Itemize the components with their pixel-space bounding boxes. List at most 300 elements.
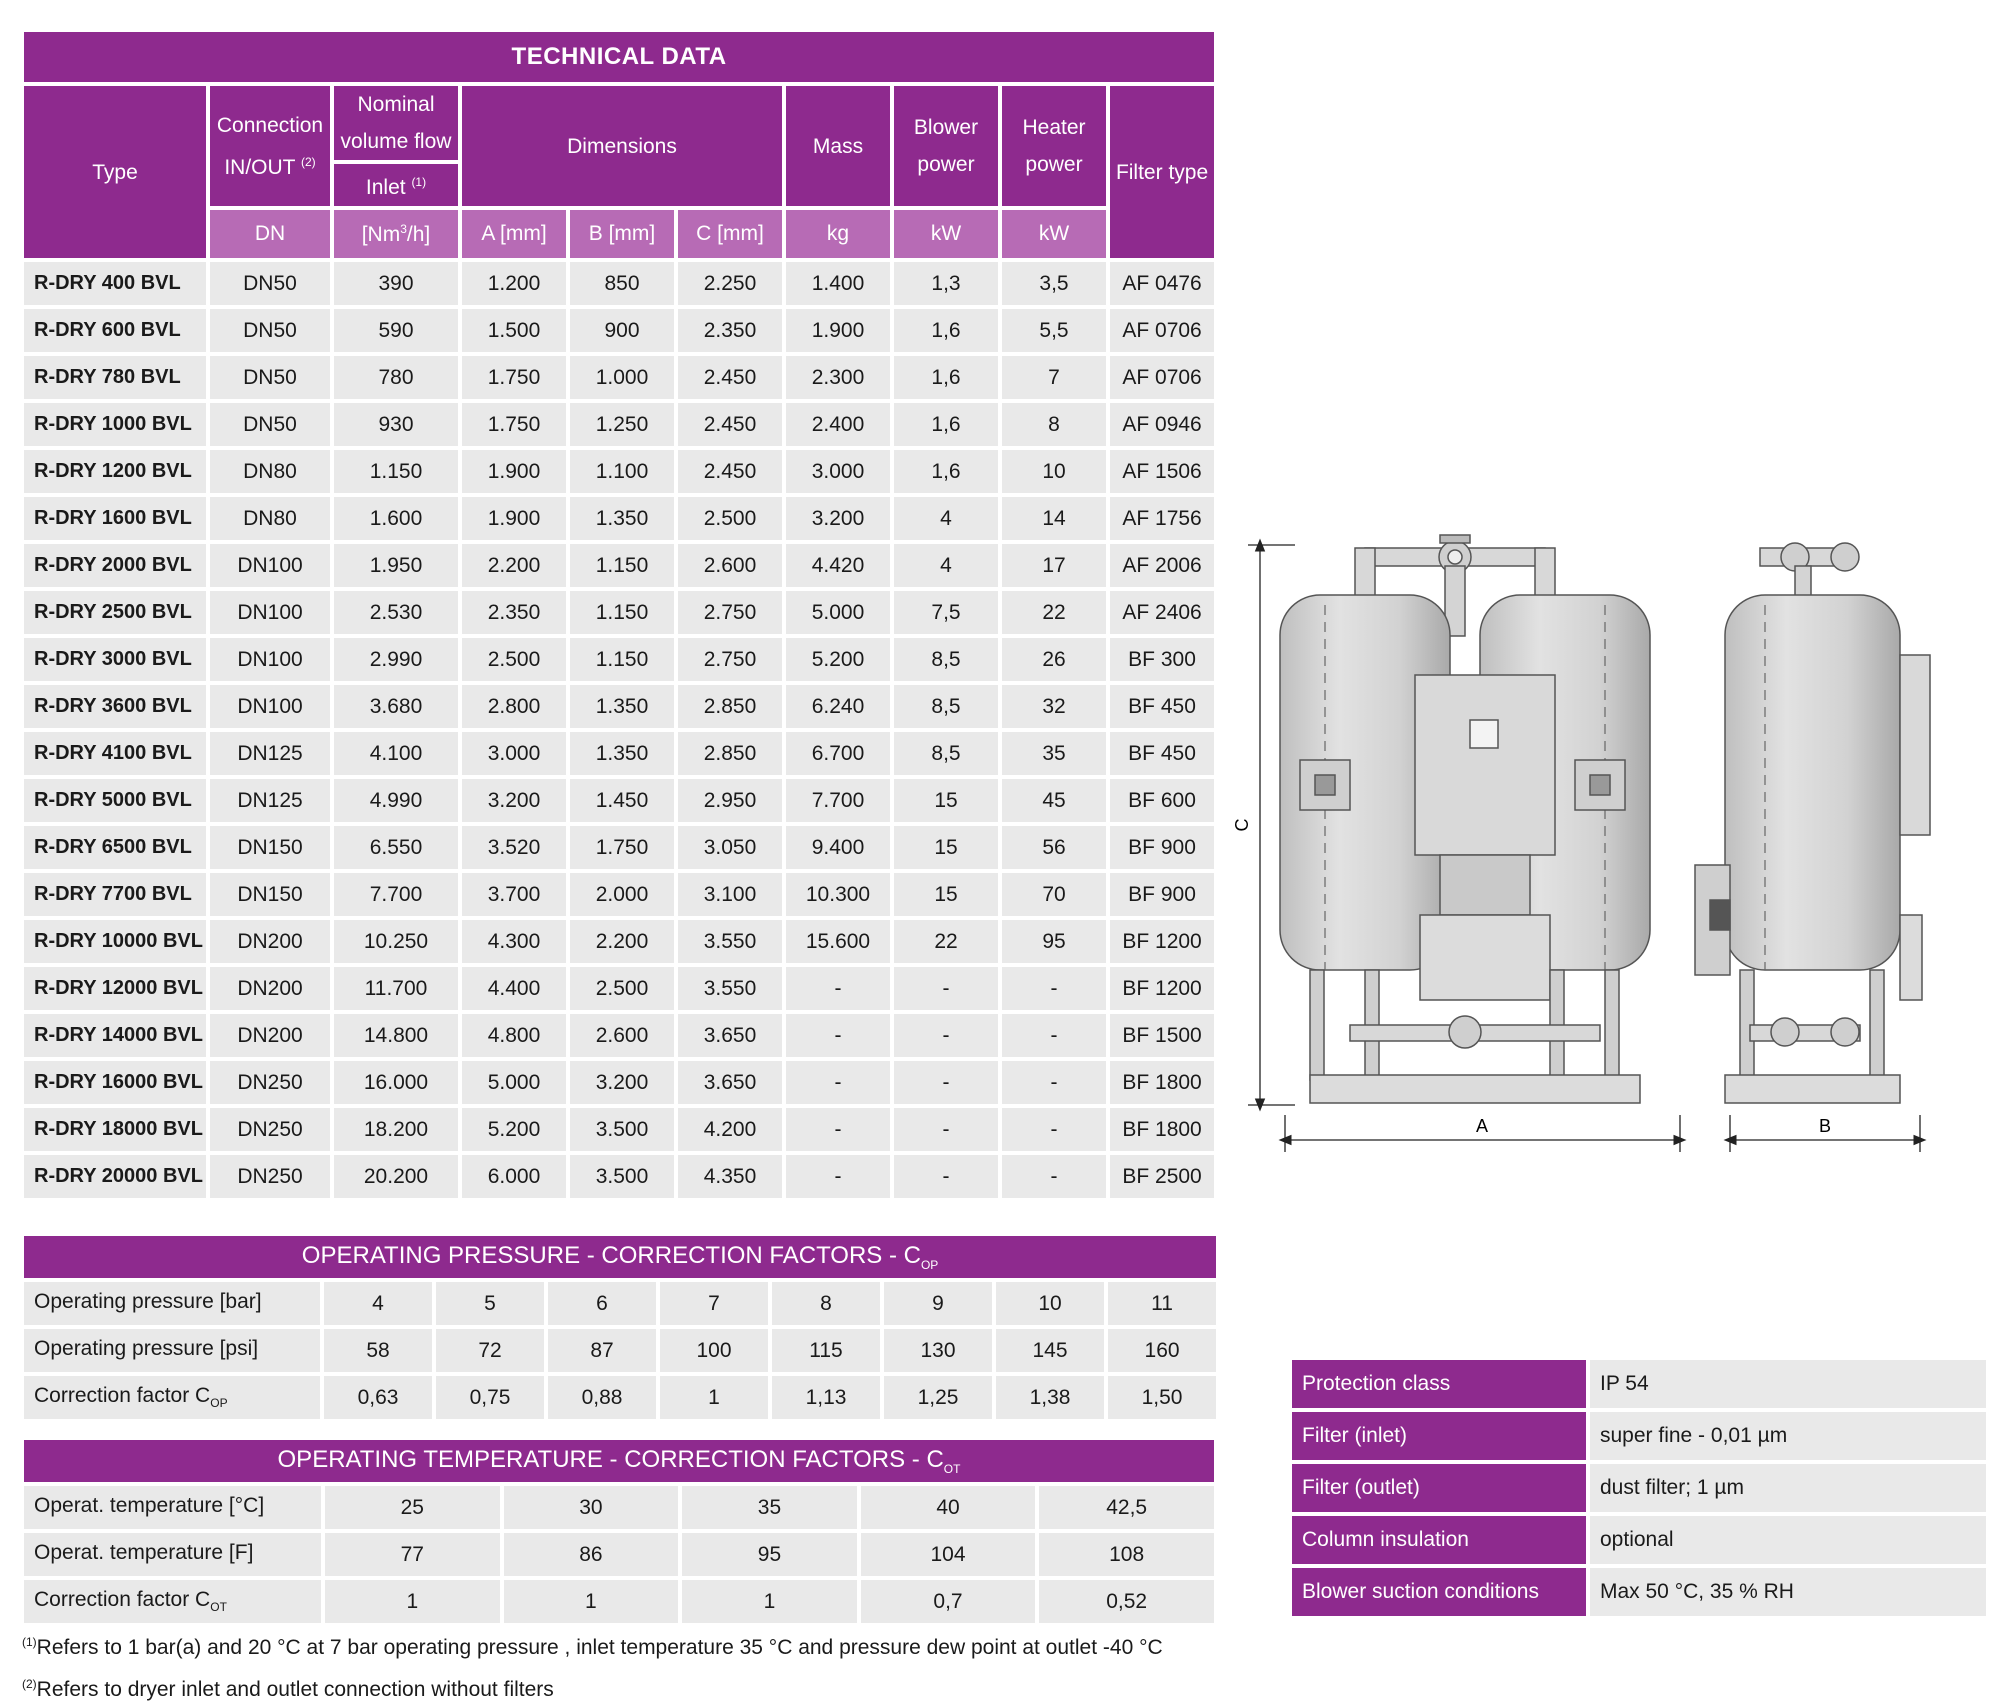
data-cell: 2.200 <box>462 544 566 587</box>
data-cell: BF 900 <box>1110 826 1214 869</box>
data-cell: 2.750 <box>678 638 782 681</box>
data-cell: BF 300 <box>1110 638 1214 681</box>
side-view <box>1695 543 1930 1103</box>
data-cell: 3.550 <box>678 920 782 963</box>
data-cell: 1.600 <box>334 497 458 540</box>
data-cell: 2.750 <box>678 591 782 634</box>
data-cell: 22 <box>894 920 998 963</box>
property-value: super fine - 0,01 µm <box>1590 1412 1986 1460</box>
dimension-a-label: A <box>1475 1116 1489 1136</box>
temperature-value-cell: 30 <box>504 1486 679 1529</box>
data-cell: 1.150 <box>570 544 674 587</box>
data-cell: - <box>894 1061 998 1104</box>
data-cell: 2.450 <box>678 450 782 493</box>
property-label: Blower suction conditions <box>1292 1568 1586 1616</box>
data-cell: - <box>786 1108 890 1151</box>
data-cell: 1.450 <box>570 779 674 822</box>
data-cell: - <box>1002 1061 1106 1104</box>
data-cell: - <box>1002 1155 1106 1198</box>
table-row <box>24 1061 1214 1104</box>
data-cell: DN250 <box>210 1061 330 1104</box>
data-cell: 1.200 <box>462 262 566 305</box>
data-cell: DN100 <box>210 638 330 681</box>
data-cell: 3.500 <box>570 1155 674 1198</box>
data-cell: 1.750 <box>462 403 566 446</box>
type-cell: R-DRY 1200 BVL <box>24 450 206 493</box>
front-view <box>1280 535 1650 1103</box>
data-cell: 20.200 <box>334 1155 458 1198</box>
data-cell: 2.600 <box>678 544 782 587</box>
type-cell: R-DRY 10000 BVL <box>24 920 206 963</box>
data-cell: 2.990 <box>334 638 458 681</box>
data-cell: 7 <box>1002 356 1106 399</box>
data-cell: 32 <box>1002 685 1106 728</box>
data-cell: - <box>786 1061 890 1104</box>
temperature-correction-table <box>20 1436 1218 1627</box>
data-cell: DN200 <box>210 967 330 1010</box>
data-cell: 1,6 <box>894 403 998 446</box>
temperature-value-cell: 108 <box>1039 1533 1214 1576</box>
data-cell: 4.420 <box>786 544 890 587</box>
data-cell: 3.520 <box>462 826 566 869</box>
data-cell: 22 <box>1002 591 1106 634</box>
data-cell: 9.400 <box>786 826 890 869</box>
type-cell: R-DRY 20000 BVL <box>24 1155 206 1198</box>
property-label: Column insulation <box>1292 1516 1586 1564</box>
data-cell: 1,3 <box>894 262 998 305</box>
data-cell: 2.300 <box>786 356 890 399</box>
property-value: IP 54 <box>1590 1360 1986 1408</box>
pressure-row-label-text: Correction factor C <box>34 1384 211 1408</box>
table-row <box>24 967 1214 1010</box>
data-cell: 4.400 <box>462 967 566 1010</box>
temperature-value-cell: 0,52 <box>1039 1580 1214 1623</box>
pressure-value-cell: 87 <box>548 1329 656 1372</box>
data-cell: - <box>1002 967 1106 1010</box>
temperature-row-label <box>24 1533 321 1576</box>
data-cell: - <box>1002 1014 1106 1057</box>
data-cell: 3.700 <box>462 873 566 916</box>
data-cell: AF 0476 <box>1110 262 1214 305</box>
type-cell: R-DRY 7700 BVL <box>24 873 206 916</box>
table-row <box>24 779 1214 822</box>
data-cell: 3.200 <box>786 497 890 540</box>
data-cell: BF 1500 <box>1110 1014 1214 1057</box>
data-cell: 4.100 <box>334 732 458 775</box>
data-cell: 5.200 <box>462 1108 566 1151</box>
data-cell: DN50 <box>210 309 330 352</box>
data-cell: 14 <box>1002 497 1106 540</box>
pressure-value-cell: 145 <box>996 1329 1104 1372</box>
data-cell: 590 <box>334 309 458 352</box>
data-cell: 2.350 <box>678 309 782 352</box>
data-cell: 18.200 <box>334 1108 458 1151</box>
data-cell: DN200 <box>210 920 330 963</box>
data-cell: DN150 <box>210 873 330 916</box>
type-cell: R-DRY 2500 BVL <box>24 591 206 634</box>
pressure-value-cell: 130 <box>884 1329 992 1372</box>
data-cell: 2.350 <box>462 591 566 634</box>
pressure-value-cell: 1 <box>660 1376 768 1419</box>
type-cell: R-DRY 780 BVL <box>24 356 206 399</box>
pressure-row-label-sub: OP <box>210 1396 228 1411</box>
type-cell: R-DRY 400 BVL <box>24 262 206 305</box>
property-label: Filter (inlet) <box>1292 1412 1586 1460</box>
data-cell: 5.200 <box>786 638 890 681</box>
unit-mass: kg <box>786 210 890 258</box>
data-cell: 2.400 <box>786 403 890 446</box>
temperature-value-cell: 1 <box>682 1580 857 1623</box>
data-cell: 8,5 <box>894 685 998 728</box>
data-cell: BF 1200 <box>1110 920 1214 963</box>
table-row <box>24 920 1214 963</box>
header-filter-type: Filter type <box>1110 86 1214 258</box>
data-cell: 4 <box>894 544 998 587</box>
data-cell: 15 <box>894 779 998 822</box>
header-heater-power: Heater power <box>1002 86 1106 206</box>
data-cell: 8,5 <box>894 638 998 681</box>
data-cell: DN80 <box>210 497 330 540</box>
temperature-value-cell: 0,7 <box>861 1580 1036 1623</box>
temperature-value-cell: 35 <box>682 1486 857 1529</box>
temperature-value-cell: 104 <box>861 1533 1036 1576</box>
unit-blower: kW <box>894 210 998 258</box>
header-mass: Mass <box>786 86 890 206</box>
data-cell: 3.650 <box>678 1014 782 1057</box>
type-cell: R-DRY 1000 BVL <box>24 403 206 446</box>
type-cell: R-DRY 6500 BVL <box>24 826 206 869</box>
temperature-row-label-text: Operat. temperature [°C] <box>34 1494 265 1518</box>
table-row <box>24 544 1214 587</box>
pressure-value-cell: 1,38 <box>996 1376 1104 1419</box>
data-cell: 56 <box>1002 826 1106 869</box>
pressure-row <box>24 1329 1216 1372</box>
pressure-value-cell: 11 <box>1108 1282 1216 1325</box>
data-cell: DN50 <box>210 356 330 399</box>
data-cell: 1.150 <box>334 450 458 493</box>
property-label: Filter (outlet) <box>1292 1464 1586 1512</box>
unit-flow: [Nm$^3$/h] <box>334 210 458 258</box>
data-cell: 3.500 <box>570 1108 674 1151</box>
data-cell: 3.200 <box>570 1061 674 1104</box>
data-cell: DN250 <box>210 1155 330 1198</box>
data-cell: 1.150 <box>570 591 674 634</box>
data-cell: - <box>786 967 890 1010</box>
data-cell: 2.530 <box>334 591 458 634</box>
type-cell: R-DRY 3000 BVL <box>24 638 206 681</box>
pressure-row-label-text: Operating pressure [psi] <box>34 1337 259 1361</box>
table-row <box>24 309 1214 352</box>
data-cell: 1.350 <box>570 732 674 775</box>
temperature-row-label <box>24 1486 321 1529</box>
property-row <box>1292 1360 1986 1408</box>
table-row <box>24 685 1214 728</box>
temperature-row-label-text: Correction factor C <box>34 1588 211 1612</box>
data-cell: 16.000 <box>334 1061 458 1104</box>
data-cell: 4.300 <box>462 920 566 963</box>
temperature-value-cell: 86 <box>504 1533 679 1576</box>
data-cell: 10.300 <box>786 873 890 916</box>
table-row <box>24 1155 1214 1198</box>
data-cell: AF 1506 <box>1110 450 1214 493</box>
data-cell: AF 0946 <box>1110 403 1214 446</box>
table-row <box>24 450 1214 493</box>
pressure-value-cell: 115 <box>772 1329 880 1372</box>
property-row <box>1292 1412 1986 1460</box>
pressure-value-cell: 0,63 <box>324 1376 432 1419</box>
pressure-row-label <box>24 1376 320 1419</box>
data-cell: 1.150 <box>570 638 674 681</box>
pressure-value-cell: 0,75 <box>436 1376 544 1419</box>
pressure-value-cell: 8 <box>772 1282 880 1325</box>
property-value: dust filter; 1 µm <box>1590 1464 1986 1512</box>
data-cell: 15 <box>894 826 998 869</box>
data-cell: 15 <box>894 873 998 916</box>
data-cell: DN50 <box>210 262 330 305</box>
temperature-value-cell: 40 <box>861 1486 1036 1529</box>
temperature-value-cell: 95 <box>682 1533 857 1576</box>
data-cell: 10.250 <box>334 920 458 963</box>
type-cell: R-DRY 5000 BVL <box>24 779 206 822</box>
data-cell: 1.350 <box>570 497 674 540</box>
data-cell: 11.700 <box>334 967 458 1010</box>
type-cell: R-DRY 4100 BVL <box>24 732 206 775</box>
data-cell: 3.200 <box>462 779 566 822</box>
data-cell: DN250 <box>210 1108 330 1151</box>
data-cell: 15.600 <box>786 920 890 963</box>
table-row <box>24 873 1214 916</box>
data-cell: BF 450 <box>1110 685 1214 728</box>
pressure-value-cell: 5 <box>436 1282 544 1325</box>
property-value: optional <box>1590 1516 1986 1564</box>
data-cell: 1.250 <box>570 403 674 446</box>
data-cell: 4.200 <box>678 1108 782 1151</box>
data-cell: 1,6 <box>894 356 998 399</box>
data-cell: BF 450 <box>1110 732 1214 775</box>
data-cell: 2.500 <box>678 497 782 540</box>
data-cell: BF 900 <box>1110 873 1214 916</box>
type-cell: R-DRY 3600 BVL <box>24 685 206 728</box>
table-row <box>24 403 1214 446</box>
property-value: Max 50 °C, 35 % RH <box>1590 1568 1986 1616</box>
data-cell: DN150 <box>210 826 330 869</box>
temperature-row-label-text: Operat. temperature [F] <box>34 1541 254 1565</box>
data-cell: 1.750 <box>570 826 674 869</box>
data-cell: 1.400 <box>786 262 890 305</box>
data-cell: DN200 <box>210 1014 330 1057</box>
temperature-value-cell: 1 <box>504 1580 679 1623</box>
data-cell: 5,5 <box>1002 309 1106 352</box>
type-cell: R-DRY 1600 BVL <box>24 497 206 540</box>
header-type: Type <box>24 86 206 258</box>
data-cell: 6.550 <box>334 826 458 869</box>
data-cell: 4.990 <box>334 779 458 822</box>
data-cell: 2.500 <box>462 638 566 681</box>
data-cell: AF 0706 <box>1110 356 1214 399</box>
data-cell: 2.600 <box>570 1014 674 1057</box>
data-cell: 3.050 <box>678 826 782 869</box>
data-cell: 2.250 <box>678 262 782 305</box>
data-cell: 35 <box>1002 732 1106 775</box>
temperature-value-cell: 25 <box>325 1486 500 1529</box>
data-cell: 45 <box>1002 779 1106 822</box>
type-cell: R-DRY 12000 BVL <box>24 967 206 1010</box>
table-title: TECHNICAL DATA <box>24 32 1214 82</box>
data-cell: 6.240 <box>786 685 890 728</box>
data-cell: 10 <box>1002 450 1106 493</box>
header-nominal-flow: Nominal volume flow <box>334 86 458 160</box>
data-cell: - <box>1002 1108 1106 1151</box>
pressure-value-cell: 72 <box>436 1329 544 1372</box>
pressure-value-cell: 4 <box>324 1282 432 1325</box>
data-cell: DN100 <box>210 685 330 728</box>
data-cell: 17 <box>1002 544 1106 587</box>
data-cell: 7.700 <box>786 779 890 822</box>
dryer-technical-drawing <box>1232 520 1980 1160</box>
table-row <box>24 732 1214 775</box>
data-cell: BF 1800 <box>1110 1061 1214 1104</box>
pressure-value-cell: 10 <box>996 1282 1104 1325</box>
table-row <box>24 356 1214 399</box>
data-cell: BF 600 <box>1110 779 1214 822</box>
header-dimensions: Dimensions <box>462 86 782 206</box>
data-cell: 2.450 <box>678 403 782 446</box>
header-inlet: Inlet $^{(1)}$ <box>334 164 458 206</box>
data-cell: 1,6 <box>894 450 998 493</box>
data-cell: 900 <box>570 309 674 352</box>
type-cell: R-DRY 16000 BVL <box>24 1061 206 1104</box>
data-cell: 1.500 <box>462 309 566 352</box>
temperature-row-label-sub: OT <box>210 1600 227 1615</box>
unit-connection: DN <box>210 210 330 258</box>
data-cell: 4.350 <box>678 1155 782 1198</box>
data-cell: DN100 <box>210 591 330 634</box>
data-cell: 70 <box>1002 873 1106 916</box>
pressure-row-label <box>24 1329 320 1372</box>
data-cell: 390 <box>334 262 458 305</box>
footnote-2: $^{(2)}$Refers to dryer inlet and outlet connection without filters <box>22 1677 554 1701</box>
temperature-row <box>24 1533 1214 1576</box>
property-row <box>1292 1568 1986 1616</box>
data-cell: DN125 <box>210 779 330 822</box>
data-cell: 780 <box>334 356 458 399</box>
data-cell: 1.000 <box>570 356 674 399</box>
unit-a: A [mm] <box>462 210 566 258</box>
data-cell: 3.650 <box>678 1061 782 1104</box>
pressure-row <box>24 1376 1216 1419</box>
pressure-value-cell: 9 <box>884 1282 992 1325</box>
table-row <box>24 1014 1214 1057</box>
data-cell: 850 <box>570 262 674 305</box>
data-cell: 7.700 <box>334 873 458 916</box>
data-cell: 3.100 <box>678 873 782 916</box>
data-cell: 1.100 <box>570 450 674 493</box>
property-row <box>1292 1516 1986 1564</box>
data-cell: 8,5 <box>894 732 998 775</box>
data-cell: - <box>786 1155 890 1198</box>
data-cell: 1.900 <box>462 450 566 493</box>
data-cell: DN100 <box>210 544 330 587</box>
temperature-value-cell: 42,5 <box>1039 1486 1214 1529</box>
pressure-table-title: OPERATING PRESSURE - CORRECTION FACTORS - $C_{OP}$ <box>24 1236 1216 1278</box>
table-row <box>24 591 1214 634</box>
data-cell: 3.680 <box>334 685 458 728</box>
header-connection: Connection IN/OUT $^{(2)}$ <box>210 86 330 206</box>
data-cell: 6.000 <box>462 1155 566 1198</box>
table-row <box>24 1108 1214 1151</box>
data-cell: 1.900 <box>462 497 566 540</box>
data-cell: AF 1756 <box>1110 497 1214 540</box>
pressure-value-cell: 1,25 <box>884 1376 992 1419</box>
data-cell: - <box>786 1014 890 1057</box>
data-cell: 3,5 <box>1002 262 1106 305</box>
unit-c: C [mm] <box>678 210 782 258</box>
data-cell: 1.350 <box>570 685 674 728</box>
data-cell: 2.800 <box>462 685 566 728</box>
pressure-row-label-text: Operating pressure [bar] <box>34 1290 262 1314</box>
footnote-1: $^{(1)}$Refers to 1 bar(a) and 20 °C at 7 bar operating pressure , inlet temperature 35 °C and pressure dew point at outlet -40 °C <box>22 1635 1163 1659</box>
data-cell: AF 2406 <box>1110 591 1214 634</box>
pressure-value-cell: 1,50 <box>1108 1376 1216 1419</box>
data-cell: 1,6 <box>894 309 998 352</box>
data-cell: 7,5 <box>894 591 998 634</box>
type-cell: R-DRY 2000 BVL <box>24 544 206 587</box>
pressure-value-cell: 0,88 <box>548 1376 656 1419</box>
data-cell: BF 1800 <box>1110 1108 1214 1151</box>
data-cell: DN125 <box>210 732 330 775</box>
data-cell: 1.950 <box>334 544 458 587</box>
pressure-value-cell: 100 <box>660 1329 768 1372</box>
data-cell: DN80 <box>210 450 330 493</box>
temperature-row-label <box>24 1580 321 1623</box>
data-cell: 3.000 <box>462 732 566 775</box>
data-cell: 95 <box>1002 920 1106 963</box>
dimension-c-label: C <box>1232 818 1252 832</box>
data-cell: 1.750 <box>462 356 566 399</box>
data-cell: - <box>894 1155 998 1198</box>
footnotes <box>22 1624 1163 1708</box>
data-cell: 2.200 <box>570 920 674 963</box>
unit-b: B [mm] <box>570 210 674 258</box>
data-cell: 2.850 <box>678 732 782 775</box>
pressure-row <box>24 1282 1216 1325</box>
unit-heater: kW <box>1002 210 1106 258</box>
technical-data-table <box>20 28 1218 1202</box>
data-cell: 3.000 <box>786 450 890 493</box>
data-cell: BF 2500 <box>1110 1155 1214 1198</box>
data-cell: 2.500 <box>570 967 674 1010</box>
data-cell: 2.950 <box>678 779 782 822</box>
data-cell: 5.000 <box>786 591 890 634</box>
temperature-table-title: OPERATING TEMPERATURE - CORRECTION FACTORS - $C_{OT}$ <box>24 1440 1214 1482</box>
pressure-value-cell: 58 <box>324 1329 432 1372</box>
data-cell: 26 <box>1002 638 1106 681</box>
data-cell: 2.000 <box>570 873 674 916</box>
data-cell: 6.700 <box>786 732 890 775</box>
data-cell: 930 <box>334 403 458 446</box>
temperature-row <box>24 1580 1214 1623</box>
pressure-value-cell: 7 <box>660 1282 768 1325</box>
pressure-value-cell: 6 <box>548 1282 656 1325</box>
data-cell: 4 <box>894 497 998 540</box>
type-cell: R-DRY 14000 BVL <box>24 1014 206 1057</box>
data-cell: 1.900 <box>786 309 890 352</box>
temperature-value-cell: 77 <box>325 1533 500 1576</box>
data-cell: AF 0706 <box>1110 309 1214 352</box>
data-cell: DN50 <box>210 403 330 446</box>
type-cell: R-DRY 600 BVL <box>24 309 206 352</box>
data-cell: AF 2006 <box>1110 544 1214 587</box>
